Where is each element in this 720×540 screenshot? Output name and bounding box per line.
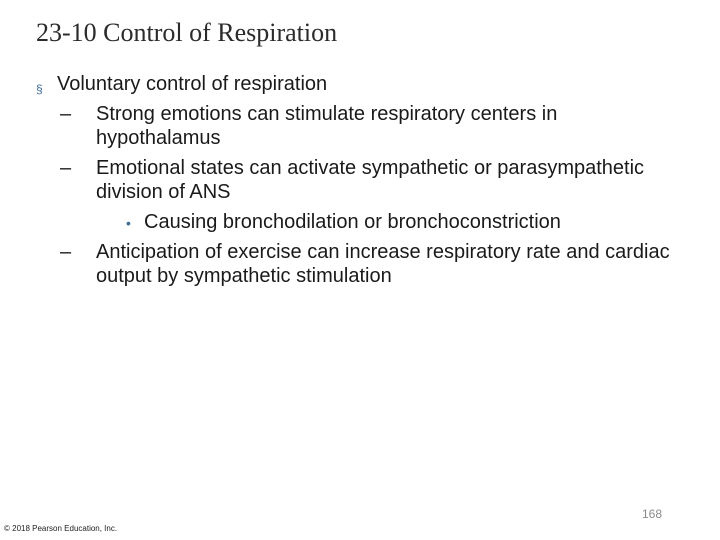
bullet-text: Voluntary control of respiration (57, 73, 328, 95)
copyright-notice: © 2018 Pearson Education, Inc. (4, 524, 118, 533)
bullet-text: Causing bronchodilation or bronchoconstriction (144, 211, 561, 233)
bullet-square-icon: § (36, 82, 43, 96)
bullet-text: Emotional states can activate sympathetic or parasympathetic division of ANS (96, 157, 645, 203)
bullet-dot-icon: • (126, 215, 131, 231)
bullet-text: Strong emotions can stimulate respiratory centers in hypothalamus (96, 103, 558, 149)
bullet-level2 (60, 156, 676, 204)
bullet-dash-icon: – (60, 241, 72, 263)
bullet-dash-icon: – (60, 157, 72, 179)
bullet-level1 (36, 72, 676, 96)
page-number: 168 (641, 507, 662, 521)
slide-title: 23-10 Control of Respiration (36, 18, 338, 47)
bullet-level3 (126, 210, 676, 234)
bullet-list (36, 72, 676, 294)
bullet-level2 (60, 102, 676, 150)
bullet-text: Anticipation of exercise can increase respiratory rate and cardiac output by sympathetic stimulation (96, 241, 670, 287)
bullet-level2 (60, 240, 676, 288)
bullet-dash-icon: – (60, 103, 72, 125)
